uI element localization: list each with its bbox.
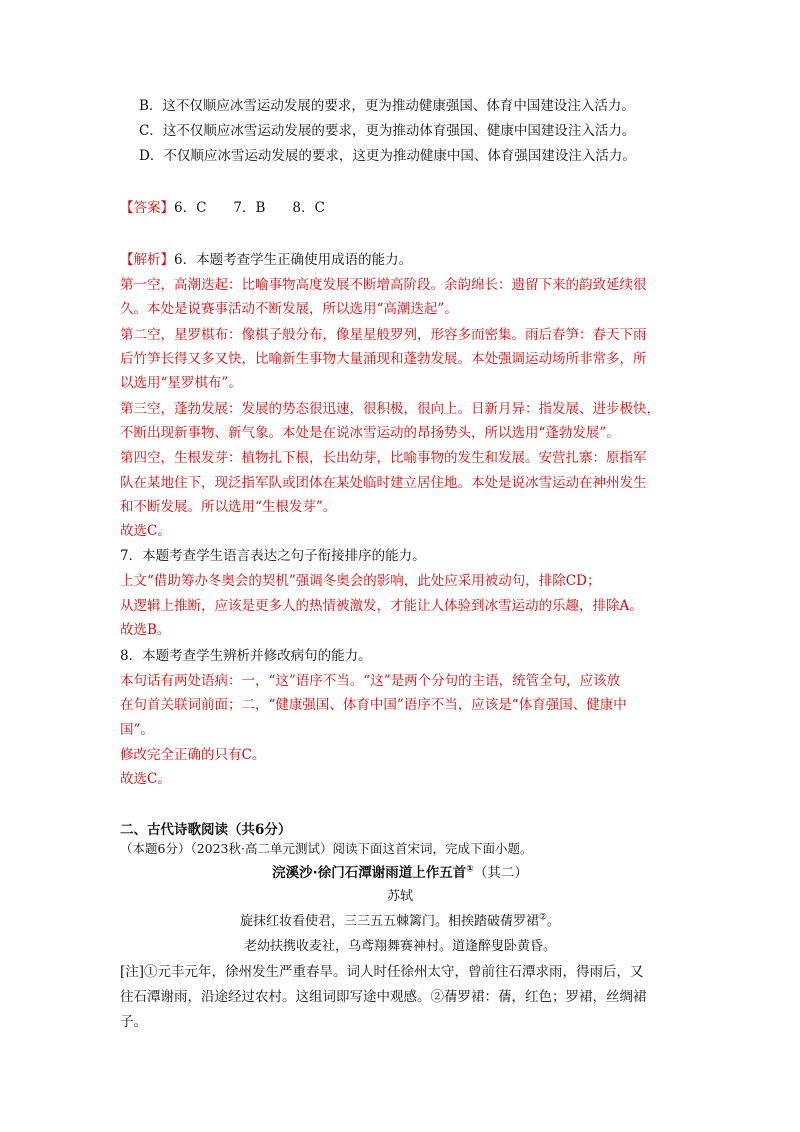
- option-d: D．不仅顺应冰雪运动发展的要求，这更为推动健康中国、体育强国建设注入活力。: [139, 148, 636, 164]
- q6-line-2: 久。本处是说赛事活动不断发展，所以选用“高潮迭起”。: [120, 301, 458, 317]
- q6-line-4: 后竹笋长得又多又快，比喻新生事物大量涌现和蓬勃发展。本处强调运动场所非常多，所: [120, 351, 647, 367]
- notes-line-2: 往石潭谢雨，沿途经过农村。这组词即写途中观感。②蒨罗裙：蒨，红色；罗裙，丝绸裙: [120, 989, 647, 1005]
- poem-line-2: 老幼扶携收麦社，乌鸢翔舞赛神村。道逢醉叟卧黄昏。: [243, 939, 556, 954]
- q6-line-5: 以选用“星罗棋布”。: [120, 375, 242, 391]
- poem-title-text: 浣溪沙·徐门石潭谢雨道上作五首: [272, 865, 467, 881]
- q6-line-6: 第三空，蓬勃发展：发展的势态很迅速，很积极，很向上。日新月异：指发展、进步极快，: [120, 401, 660, 417]
- option-c: C．这不仅顺应冰雪运动发展的要求，更为推动体育强国、健康中国建设注入活力。: [139, 123, 636, 139]
- notes-line-1: [注]①元丰元年，徐州发生严重春旱。词人时任徐州太守，曾前往石潭求雨，得雨后，又: [120, 964, 644, 980]
- q8-line-4: 修改完全正确的只有C。: [120, 747, 266, 763]
- answer-text: 6．C 7．B 8．C: [174, 200, 325, 216]
- analysis-q6-intro: [120, 250, 412, 270]
- poem-author: 苏轼: [386, 889, 413, 904]
- option-b: B．这不仅顺应冰雪运动发展的要求，更为推动健康强国、体育中国建设注入活力。: [139, 98, 635, 114]
- q6-conclusion: 故选C。: [120, 523, 171, 539]
- notes-line-3: 子。: [120, 1014, 147, 1030]
- q7-line-1: 上文“借助筹办冬奥会的契机”强调冬奥会的影响，此处应采用被动句，排除CD；: [120, 573, 601, 589]
- poem-title: [0, 863, 800, 883]
- poem-title-suffix: （其二）: [473, 865, 528, 881]
- poem-line-1-note: ②: [538, 912, 548, 923]
- q8-conclusion: 故选C。: [120, 771, 171, 787]
- answer-line: [120, 198, 325, 218]
- q6-line-9: 队在某地住下，现泛指军队或团体在某处临时建立居住地。本处是说冰雪运动在神州发生: [120, 475, 647, 491]
- poem-line-1: [0, 912, 800, 932]
- q6-line-8: 第四空，生根发芽：植物扎下根，长出幼芽，比喻事物的发生和发展。安营扎寨：原指军: [120, 450, 647, 466]
- q7-conclusion: 故选B。: [120, 622, 171, 638]
- q8-line-3: 国”。: [120, 722, 154, 738]
- section-heading: 二、古代诗歌阅读（共6分）: [120, 822, 292, 838]
- q8-intro: 8．本题考查学生辨析并修改病句的能力。: [120, 648, 372, 664]
- section-meta: （本题6分）（2023秋·高二单元测试）阅读下面这首宋词，完成下面小题。: [120, 841, 533, 856]
- analysis-tag: 【解析】: [120, 252, 174, 268]
- q6-line-7: 不断出现新事物、新气象。本处是在说冰雪运动的昂扬势头，所以选用“蓬勃发展”。: [120, 425, 620, 441]
- answer-tag: 【答案】: [120, 200, 174, 216]
- q8-line-2: 在句首关联词前面；二，“健康强国、体育中国”语序不当，应该是“体育强国、健康中: [120, 697, 627, 713]
- q6-line-10: 和不断发展。所以选用“生根发芽”。: [120, 499, 337, 515]
- q6-line-1: 第一空，高潮迭起：比喻事物高度发展不断增高阶段。余韵绵长：遗留下来的韵致延续很: [120, 277, 647, 293]
- q6-intro-text: 6．本题考查学生正确使用成语的能力。: [174, 252, 413, 268]
- q8-line-1: 本句话有两处语病：一，“这”语序不当。“这”是两个分句的主语，统管全句，应该放: [120, 673, 621, 689]
- poem-title-note: ①: [466, 864, 474, 875]
- q6-line-3: 第二空，星罗棋布：像棋子般分布，像星星般罗列，形容多而密集。雨后春笋：春天下雨: [120, 327, 647, 343]
- q7-line-2: 从逻辑上推断，应该是更多人的热情被激发，才能让人体验到冰雪运动的乐趣，排除A。: [120, 598, 643, 614]
- poem-line-1-end: 。: [547, 914, 561, 929]
- q7-intro: 7．本题考查学生语言表达之句子衔接排序的能力。: [120, 548, 426, 564]
- poem-line-1-text: 旋抹红妆看使君，三三五五棘篱门。相挨踏破蒨罗裙: [239, 914, 539, 929]
